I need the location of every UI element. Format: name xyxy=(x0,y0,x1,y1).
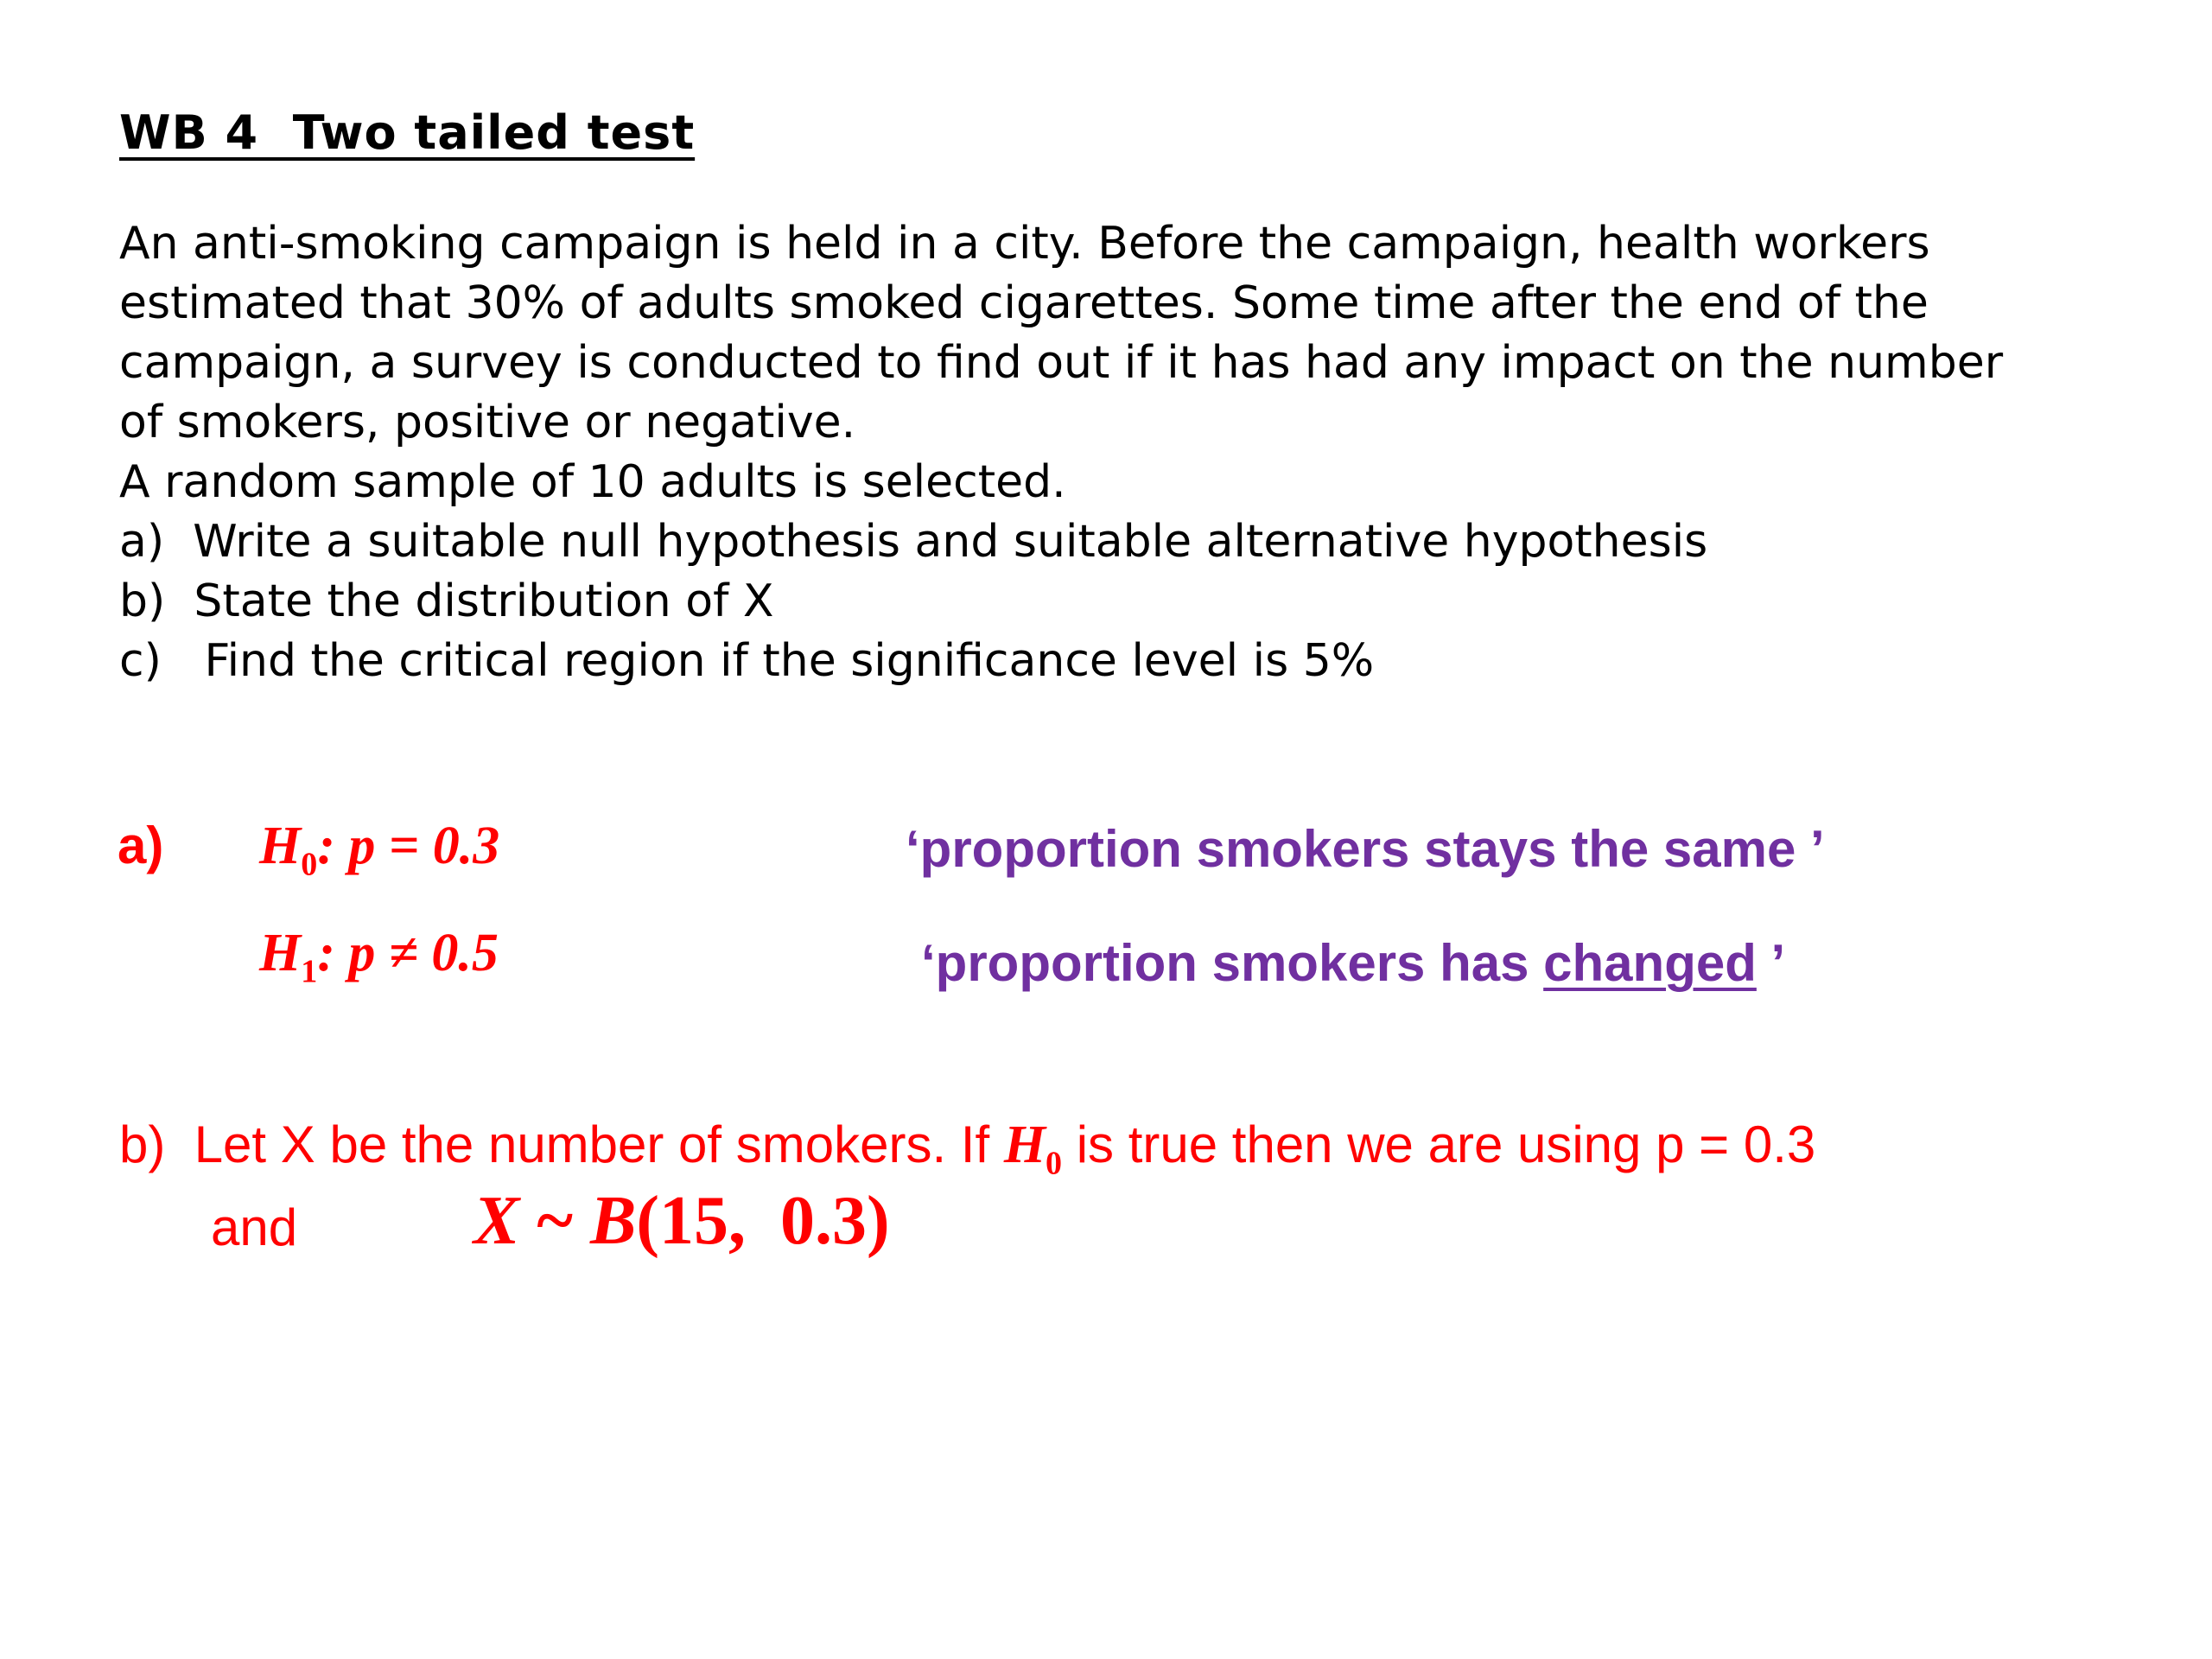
question-line: A random sample of 10 adults is selected. xyxy=(119,456,1066,508)
h0-symbol: H xyxy=(259,817,302,875)
question-part-a: a) Write a suitable null hypothesis and suitable alternative hypothesis xyxy=(119,516,1708,568)
question-part-c: c) Find the critical region if the significance level is 5% xyxy=(119,635,1375,687)
question-line: campaign, a survey is conducted to find out if it has had any impact on the number xyxy=(119,337,2004,389)
answer-b-suffix: is true then we are using p = 0.3 xyxy=(1062,1116,1816,1173)
h1-desc-underlined: changed xyxy=(1543,934,1757,992)
null-hypothesis-description: ‘proportion smokers stays the same ’ xyxy=(906,820,1825,878)
distribution-params: (15, 0.3) xyxy=(636,1183,890,1259)
answer-a-label: a) xyxy=(118,817,164,874)
distribution-var: X xyxy=(474,1183,520,1259)
h1-subscript: 1 xyxy=(301,953,318,990)
alternative-hypothesis-description xyxy=(921,933,1785,993)
answer-b-h-symbol: H xyxy=(1003,1116,1046,1174)
h1-desc-suffix: ’ xyxy=(1756,934,1786,992)
h1-desc-prefix: ‘proportion smokers has xyxy=(921,934,1544,992)
question-part-b: b) State the distribution of X xyxy=(119,575,774,627)
question-line: of smokers, positive or negative. xyxy=(119,397,856,448)
h1-symbol: H xyxy=(259,924,302,982)
h0-subscript: 0 xyxy=(301,846,318,883)
distribution-expression xyxy=(474,1182,890,1261)
page-title: WB 4 Two tailed test xyxy=(119,105,696,160)
question-line: estimated that 30% of adults smoked cigarettes. Some time after the end of the xyxy=(119,277,1929,329)
alternative-hypothesis xyxy=(259,923,499,990)
answer-b-h-subscript: 0 xyxy=(1046,1145,1063,1182)
h1-expression: : p ≠ 0.5 xyxy=(317,924,499,982)
distribution-tilde: ~ xyxy=(519,1183,590,1259)
answer-b-line xyxy=(119,1115,1815,1182)
question-text xyxy=(119,214,2107,691)
answer-b-h0 xyxy=(1003,1116,1063,1182)
answer-b-prefix: b) Let X be the number of smokers. If xyxy=(119,1116,1004,1173)
question-line: An anti-smoking campaign is held in a city. Before the campaign, health workers xyxy=(119,218,1930,270)
question-parts xyxy=(119,512,2107,691)
h0-expression: : p = 0.3 xyxy=(317,817,500,875)
distribution-b: B xyxy=(589,1183,637,1259)
answer-b-and: and xyxy=(211,1198,298,1256)
null-hypothesis xyxy=(259,816,499,883)
